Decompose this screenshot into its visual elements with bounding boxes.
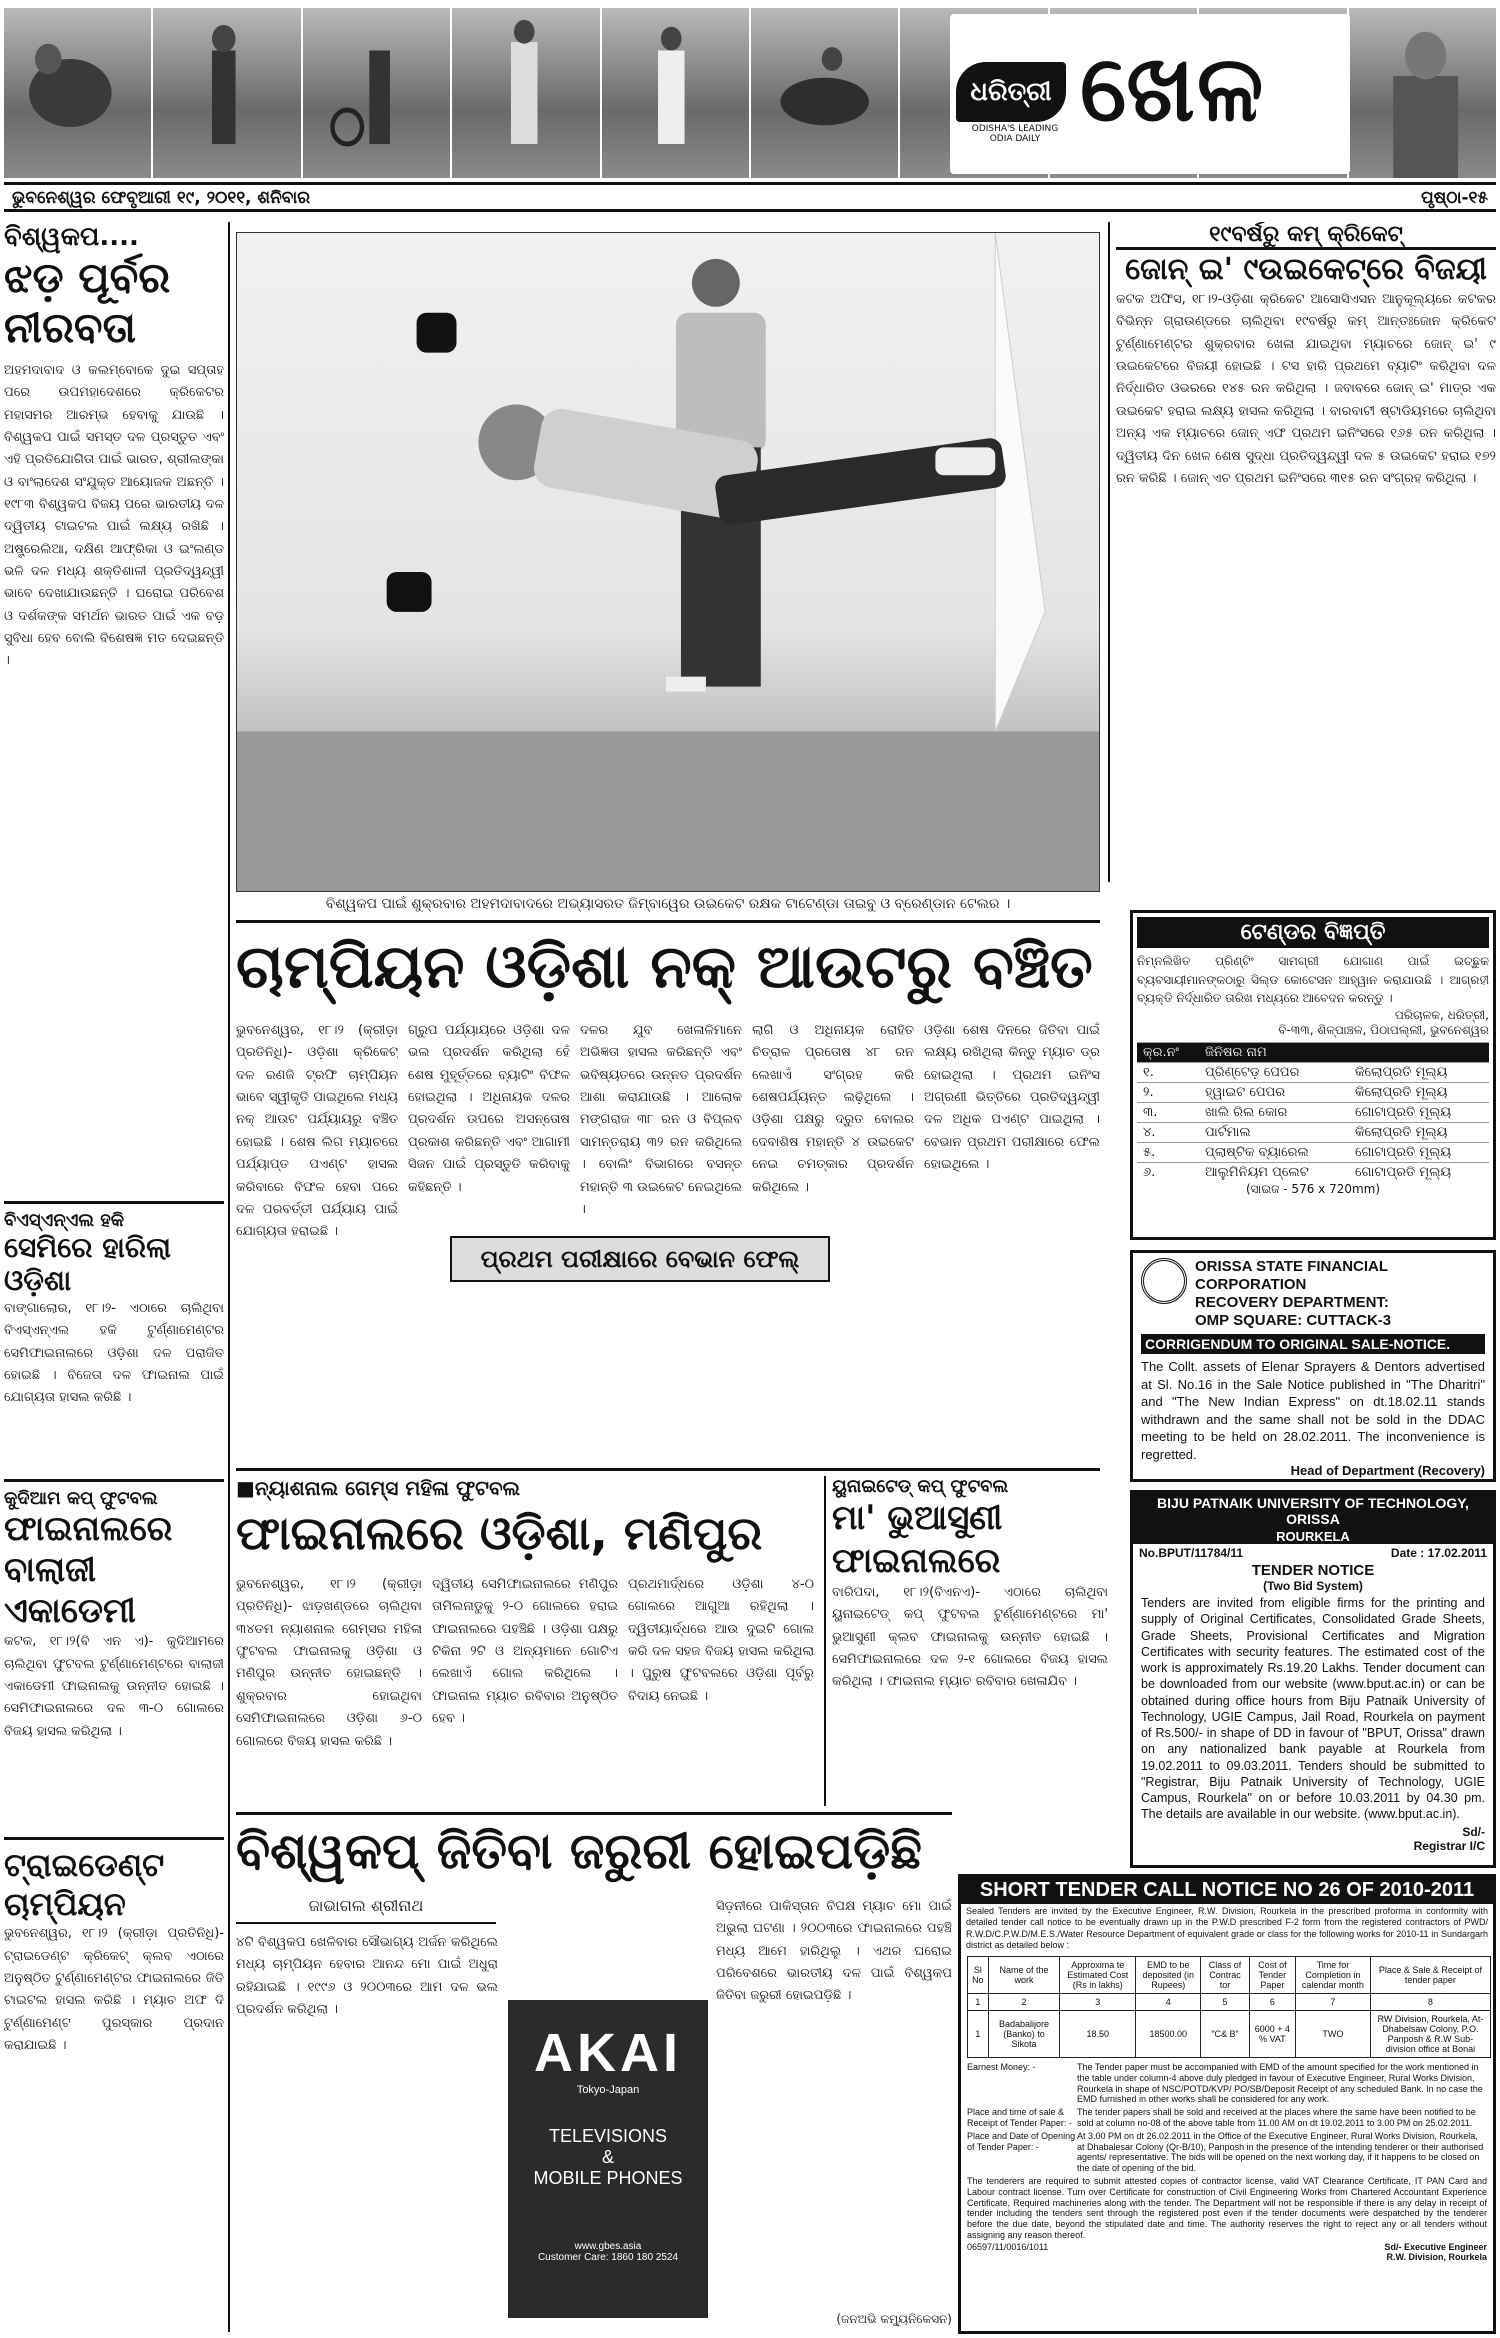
- cell: 4: [1136, 1994, 1201, 2011]
- osfc-org2: CORPORATION: [1195, 1276, 1307, 1293]
- tender-address: ବି-୩୩, ଶିଳ୍ପାଞ୍ଚଳ, ପିଠାପଲ୍ଲୀ, ଭୁବନେଶ୍ୱର: [1278, 1022, 1489, 1037]
- short-tender-intro: Sealed Tenders are invited by the Executive Engineer, R.W. Division, Rourkela in the prescribed proforma in conformity with detailed tender call notice to be eventually drawn up in the P.W.D prescribed F-2 form from the registered contractors of PWD/ R.W.D/C.P.W.D/M.E.S./Water Resource Department of equivalent grade or class for the following works for 2010-11 in Sundargarh district as detailed below :: [966, 1906, 1488, 1950]
- wc-headline: ବିଶ୍ୱକପ୍ ଜିତିବା ଜରୁରୀ ହୋଇପଡ଼ିଛି: [236, 1822, 922, 1880]
- bput-body: Tenders are invited from eligible firms for the printing and supply of Original Certificates, Consolidated Grade Sheets, Grade Sheets, Provisional Certificates and Migration Certificates with security features. The estimated cost of the work is approximately Rs.19.20 Lakhs. Tender document can be downloaded from our website (www.bput.ac.in) or can be obtained during office hours from Biju Patnaik University of Technology, UGIE Campus, Jail Road, Rourkela on payment of Rs.500/- in shape of DD in favour of "BPUT, Orissa" drawn on any nationalized bank payable at Rourkela from 19.02.2011 to 09.03.2011. Tenders should be submitted to "Registrar, Biju Patnaik University of Technology, UGIE Campus, Rourkela" on or before 10.03.2011 by 04.30 pm. The details are available in our website. (www.bput.ac.in).: [1141, 1596, 1485, 1822]
- akai-line3: MOBILE PHONES: [533, 2168, 683, 2188]
- united-headline: ମା' ଭୁଆସୁଣୀ ଫାଇନାଲରେ: [832, 1498, 1003, 1581]
- short-tender-notes: The tenderers are required to submit attested copies of contractor license, valid VAT Clearance Certificate, IT PAN Card and Labour contract license. Turn over Certificate for construction of Civil Engineering Works from Chartered Accountant Experience Certificate, Required machineries along with the tender. The Department will not be responsible if there is any delay in receipt of tender including the tenders sent through the registered post even if the tender documents were despatched by the tenderer before the due date, beyond the stipulated date and time. The authority reserves the right to reject any or all tenders without assigning any reason thereof.: [967, 2175, 1487, 2240]
- short-tender-notice: [958, 1874, 1496, 2334]
- place-text: The tender papers shall be sold and received at the places where the same have been notified to be sold at column no-08 of the above table from 11.00 AM on dt 19.02.2011 to 3.00 PM on 25.02.2011.: [1077, 2107, 1476, 2128]
- lead-col-3: ଦଳର ଯୁବ ଖେଳାଳିମାନେ ଅଭିଜ୍ଞତା ହାସଲ କରିଛନ୍ତି ଏବଂ ଭବିଷ୍ୟତରେ ଉନ୍ନତ ପ୍ରଦର୍ଶନ ଆଶା କରାଯାଉଛି । ଆଲୋକ ମଙ୍ଗରାଜ ୩୮ ରନ ଓ ବିପ୍ଲବ ସାମନ୍ତରାୟ ୩୨ ରନ କରିଥିଲେ । ବୋଲିଂ ବିଭାଗରେ ବସନ୍ତ ମହାନ୍ତି ୩ ଉଇକେଟ ନେଇଥିଲେ ।: [580, 1023, 742, 1217]
- cell: 3: [1060, 1994, 1136, 2011]
- left-kicker: ବିଶ୍ୱକପ....: [4, 222, 139, 252]
- akai-brand: AKAI: [534, 2023, 682, 2083]
- table-row: [1137, 1162, 1489, 1182]
- tender-items-table: [1137, 1042, 1489, 1182]
- osfc-org1: ORISSA STATE FINANCIAL: [1195, 1258, 1389, 1275]
- cell: ୨.: [1137, 1082, 1199, 1102]
- header-cell: Class of Contrac tor: [1201, 1957, 1249, 1994]
- date-text: ଭୁବନେଶ୍ୱର ଫେବୃଆରୀ ୧୯, ୨୦୧୧, ଶନିବାର: [12, 188, 311, 208]
- bput-date: Date : 17.02.2011: [1390, 1546, 1487, 1560]
- short-tender-sign1: Sd/- Executive Engineer: [1384, 2241, 1487, 2252]
- cell: ଆଲୁମିନିୟମ ପ୍ଲେଟ: [1199, 1162, 1349, 1182]
- united-cup-story: [832, 1476, 1108, 1806]
- cell: TWO: [1295, 2011, 1370, 2058]
- cell: ଗୋଟାପ୍ରତି ମୂଲ୍ୟ: [1349, 1102, 1489, 1122]
- cell: 6: [1249, 1994, 1295, 2011]
- dateline: [4, 182, 1496, 212]
- cell: ୩.: [1137, 1102, 1199, 1122]
- cell: 2: [988, 1994, 1060, 2011]
- tender-signature: ପରିଚାଳକ, ଧରିତ୍ରୀ,: [1394, 1007, 1489, 1022]
- united-kicker: ୟୁନାଇଟେଡ୍ କପ୍ ଫୁଟବଲ: [832, 1476, 1009, 1497]
- header-cell: ଜିନିଷର ନାମ: [1199, 1042, 1349, 1062]
- bput-org: BIJU PATNAIK UNIVERSITY OF TECHNOLOGY, ORISSA: [1133, 1493, 1493, 1529]
- bput-sign2: Registrar I/C: [1413, 1838, 1485, 1853]
- header-cell: Approxima te Estimated Cost (Rs in lakhs): [1060, 1957, 1136, 1994]
- right-headline: ଜୋନ୍ ଇ' ୯ଉଇକେଟ୍‌ରେ ବିଜୟୀ: [1125, 252, 1487, 287]
- divider: [236, 920, 1100, 923]
- table-row: [1137, 1062, 1489, 1082]
- football-col-3: ପ୍ରଥମାର୍ଦ୍ଧରେ ଓଡ଼ିଶା ୪-୦ ଗୋଲରେ ଆଗୁଆ ରହିଥିଲା । ଦ୍ୱିତୀୟାର୍ଦ୍ଧରେ ଆଉ ଦୁଇଟି ଗୋଲ କରି ଦଳ ସହଜ ବିଜୟ ହାସଲ କରିଥିଲା । ପୁରୁଷ ଫୁଟବଲରେ ଓଡ଼ିଶା ପୂର୍ବରୁ ବିଦାୟ ନେଇଛି ।: [628, 1577, 814, 1704]
- cell: Badabalijore (Banko) to Sikota: [988, 2011, 1060, 2058]
- lead-subhead: ପ୍ରଥମ ପରୀକ୍ଷାରେ ବେଭାନ ଫେଲ୍: [450, 1236, 830, 1282]
- table-row: [1137, 1122, 1489, 1142]
- main-photo: [236, 232, 1100, 892]
- cell: କିଲୋପ୍ରତି ମୂଲ୍ୟ: [1349, 1082, 1489, 1102]
- bput-title: TENDER NOTICE: [1251, 1562, 1375, 1579]
- akai-line2: &: [601, 2147, 614, 2167]
- cell: ପାର୍ଟମାଲ: [1199, 1122, 1349, 1142]
- story3-kicker: କୁଦିଆମ କପ୍ ଫୁଟବଲ: [4, 1487, 158, 1509]
- united-body: ବାରିପଦା, ୧୮।୨(ବିଏନଏ)- ଏଠାରେ ଚାଲିଥିବା ୟୁନାଇଟେଡ୍ କପ୍ ଫୁଟବଲ ଟୁର୍ଣ୍ଣାମେଣ୍ଟରେ ମା' ଭୁଆସୁଣୀ କ୍ଲବ ଫାଇନାଲକୁ ଉନ୍ନୀତ ହୋଇଛି । ସେମିଫାଇନାଲରେ ଦଳ ୨-୧ ଗୋଲରେ ବିଜୟ ହାସଲ କରିଥିଲା । ଫାଇନାଲ ମ୍ୟାଚ ରବିବାର ଖେଳାଯିବ ।: [832, 1585, 1108, 1690]
- header-cell: Time for Completion in calendar month: [1295, 1957, 1370, 1994]
- cell: 8: [1370, 1994, 1490, 2011]
- column-rule: [228, 222, 230, 2332]
- wc-col-2: ସିଡ଼ନୀରେ ପାକିସ୍ତାନ ବିପକ୍ଷ ମ୍ୟାଚ ମୋ ପାଇଁ ଅଭୁଲା ଘଟଣା । ୨୦୦୩ରେ ଫାଇନାଲରେ ପହଞ୍ଚି ମଧ୍ୟ ଆମେ ହାରିଥିଲୁ । ଏଥର ଘରୋଇ ପରିବେଶରେ ଭାରତୀୟ ଦଳ ପାଇଁ ବିଶ୍ୱକପ ଜିତିବା ଜରୁରୀ ହୋଇପଡ଼ିଛି ।: [716, 1899, 952, 2004]
- right-body: କଟକ ଅଫିସ, ୧୮।୨-ଓଡ଼ିଶା କ୍ରିକେଟ ଆସୋସିଏସନ ଆନୁକୂଲ୍ୟରେ କଟକର ବିଭିନ୍ନ ଗ୍ରାଉଣ୍ଡରେ ଚାଲିଥିବା ୧୯ବର୍ଷରୁ କମ୍ ଆନ୍ତଃଜୋନ କ୍ରିକେଟ ଟୁର୍ଣ୍ଣାମେଣ୍ଟର ଶୁକ୍ରବାର ଖେଳା ଯାଇଥିବା ମ୍ୟାଚରେ ଜୋନ୍ ଇ' ୯ ଉଇକେଟରେ ବିଜୟୀ ହୋଇଛି । ଟସ ହାରି ପ୍ରଥମେ ବ୍ୟାଟିଂ କରିଥିବା ଦଳ ନିର୍ଦ୍ଧାରିତ ଓଭରରେ ୧୪୫ ରନ କରିଥିଲା । ଜବାବରେ ଜୋନ୍ ଇ' ମାତ୍ର ଏକ ଉଇକେଟ ହରାଇ ଲକ୍ଷ୍ୟ ହାସଲ କରିଥିଲା । ବାରବାଟୀ ଷ୍ଟାଡିୟମରେ ଚାଲିଥିବା ଅନ୍ୟ ଏକ ମ୍ୟାଚରେ ଜୋନ୍ ଏଫ ପ୍ରଥମ ଇନିଂସରେ ୧୬୫ ରନ କରିଥିଲା । ଦ୍ୱିତୀୟ ଦିନ ଖେଳ ଶେଷ ସୁଦ୍ଧା ପ୍ରତିଦ୍ୱନ୍ଦ୍ୱୀ ଦଳ ୫ ଉଇକେଟ ହରାଇ ୧୭୨ ରନ କରିଛି । ଜୋନ୍ ଏଚ ପ୍ରଥମ ଇନିଂସରେ ୩୧୫ ରନ ସଂଗ୍ରହ କରିଥିଲା ।: [1116, 292, 1496, 486]
- right-kicker: ୧୯ବର୍ଷରୁ କମ୍ କ୍ରିକେଟ୍: [1209, 222, 1403, 247]
- strip-photo-cricket: [452, 8, 601, 178]
- osfc-addr: OMP SQUARE: CUTTACK-3: [1195, 1312, 1392, 1329]
- column-rule: [824, 1476, 826, 1806]
- cell: RW Division, Rourkela, At-Dhabelsaw Colony, P.O. Panposh & R.W Sub-division office at Bonai: [1370, 2011, 1490, 2058]
- photo-caption: ବିଶ୍ୱକପ ପାଇଁ ଶୁକ୍ରବାର ଅହମଦାବାଦରେ ଅଭ୍ୟାସରତ ଜିମ୍ବାୱେର ଉଇକେଟ ରକ୍ଷକ ଟାଟେଣ୍ଡା ତାଇବୁ ଓ ବ୍ରେଣ୍ଡାନ ଟେଲର ।: [325, 896, 1011, 912]
- cell: ଗୋଟାପ୍ରତି ମୂଲ୍ୟ: [1349, 1142, 1489, 1162]
- square-bullet-icon: ■: [236, 1476, 255, 1500]
- story2-body: ବାଙ୍ଗାଲୋର, ୧୮।୨- ଏଠାରେ ଚାଲିଥିବା ବିଏସ୍‌ଏନ୍‌ଏଲ ହକି ଟୁର୍ଣ୍ଣାମେଣ୍ଟର ସେମିଫାଇନାଲରେ ଓଡ଼ିଶା ଦଳ ପରାଜିତ ହୋଇଛି । ବିଜେତା ଦଳ ଫାଇନାଲ ପାଇଁ ଯୋଗ୍ୟତା ହାସଲ କରିଛି ।: [4, 1300, 224, 1406]
- short-tender-sign2: R.W. Division, Rourkela: [1386, 2251, 1487, 2262]
- masthead: [950, 14, 1350, 174]
- cell: "C& B": [1201, 2011, 1249, 2058]
- table-row: [968, 1994, 1491, 2011]
- football-kicker: [236, 1476, 816, 1506]
- akai-tagline: Tokyo-Japan: [576, 2084, 640, 2096]
- story4-body: ଭୁବନେଶ୍ୱର, ୧୮।୨ (କ୍ରୀଡ଼ା ପ୍ରତିନିଧି)- ଟ୍ରାଇଡେଣ୍ଟ କ୍ରିକେଟ୍ କ୍ଲବ ଏଠାରେ ଅନୁଷ୍ଠିତ ଟୁର୍ଣ୍ଣାମେଣ୍ଟର ଫାଇନାଲରେ ଜିତି ଟାଇଟଲ ହାସଲ କରିଛି । ମ୍ୟାଚ ଅଫ ଦି ଟୁର୍ଣ୍ଣାମେଣ୍ଟ ପୁରସ୍କାର ପ୍ରଦାନ କରାଯାଇଛି ।: [4, 1926, 224, 2053]
- football-col-1: ଭୁବନେଶ୍ୱର, ୧୮।୨ (କ୍ରୀଡ଼ା ପ୍ରତିନିଧି)- ଝାଡ଼ଖଣ୍ଡରେ ଚାଲିଥିବା ୩୪ତମ ନ୍ୟାଶନାଲ ଗେମ୍ସର ମହିଳା ଫୁଟବଲ ଫାଇନାଲକୁ ଓଡ଼ିଶା ଓ ମଣିପୁର ଉନ୍ନୀତ ହୋଇଛନ୍ତି । ଶୁକ୍ରବାର ହୋଇଥିବା ସେମିଫାଇନାଲରେ ଓଡ଼ିଶା ୬-୦ ଗୋଲରେ ବିଜୟ ହାସଲ କରିଛି ।: [236, 1577, 422, 1749]
- section-title: ଖେଳ: [1080, 35, 1266, 142]
- cell: ୧.: [1137, 1062, 1199, 1082]
- osfc-sign: Head of Department (Recovery): [1290, 1463, 1485, 1479]
- football-kicker-text: ନ୍ୟାଶନାଲ ଗେମ୍ସ ମହିଳା ଫୁଟବଲ: [254, 1476, 521, 1500]
- right-story: [1116, 222, 1496, 902]
- cell: 18500.00: [1136, 2011, 1201, 2058]
- cell: ହ୍ୱାଇଟ ପେପର: [1199, 1082, 1349, 1102]
- header-cell: EMD to be deposited (in Rupees): [1136, 1957, 1201, 1994]
- short-tender-table: [967, 1956, 1491, 2058]
- cell: କିଲୋପ୍ରତି ମୂଲ୍ୟ: [1349, 1062, 1489, 1082]
- cricket-practice-illustration: [237, 233, 1099, 891]
- earnest-label: Earnest Money: -: [967, 2062, 1036, 2072]
- osfc-notice: [1130, 1250, 1496, 1482]
- osfc-title: CORRIGENDUM TO ORIGINAL SALE-NOTICE.: [1141, 1334, 1485, 1354]
- divider: [236, 1812, 952, 1815]
- divider: [236, 1468, 1100, 1471]
- table-row: [1137, 1142, 1489, 1162]
- akai-care: Customer Care: 1860 180 2524: [537, 2252, 679, 2263]
- story3-headline: ଫାଇନାଲରେ ବାଲାଜୀ ଏକାଡେମୀ: [4, 1508, 173, 1631]
- column-rule: [1108, 222, 1110, 882]
- cell: 1: [968, 1994, 989, 2011]
- table-header: [968, 1957, 1491, 1994]
- bput-notice: [1130, 1490, 1496, 1868]
- cell: ଗୋଟାପ୍ରତି ମୂଲ୍ୟ: [1349, 1162, 1489, 1182]
- table-header: [1137, 1042, 1489, 1062]
- tender-size: (ସାଇଜ - 576 x 720mm): [1245, 1181, 1381, 1196]
- cell: ଖାଲି ରିଲ କୋର: [1199, 1102, 1349, 1122]
- header-cell: କ୍ର.ନଂ: [1137, 1042, 1199, 1062]
- lead-col-1: ଭୁବନେଶ୍ୱର, ୧୮।୨ (କ୍ରୀଡ଼ା ପ୍ରତିନିଧି)- ଓଡ଼ିଶା କ୍ରିକେଟ୍ ଦଳ ରଣଜି ଟ୍ରଫି ଚାମ୍ପିୟନ ଭାବେ ସ୍ୱୀକୃତି ପାଇଥିଲେ ମଧ୍ୟ ନକ୍ ଆଉଟ ପର୍ଯ୍ୟାୟରୁ ବଞ୍ଚିତ ହୋଇଛି । ଶେଷ ଲିଗ ମ୍ୟାଚରେ ପର୍ଯ୍ୟାପ୍ତ ପଏଣ୍ଟ ହାସଲ କରିବାରେ ବିଫଳ ହେବା ପରେ ଦଳ ପରବର୍ତ୍ତୀ ପର୍ଯ୍ୟାୟ ପାଇଁ ଯୋଗ୍ୟତା ହରାଇଛି ।: [236, 1023, 398, 1240]
- story3-body: କଟକ, ୧୮।୨(ବି ଏନ ଏ)- କୁଦିଆମରେ ଚାଲିଥିବା ଫୁଟବଲ ଟୁର୍ଣ୍ଣାମେଣ୍ଟରେ ବାଲାଜୀ ଏକାଡେମୀ ଫାଇନାଲକୁ ଉନ୍ନୀତ ହୋଇଛି । ସେମିଫାଇନାଲରେ ଦଳ ୩-୦ ଗୋଲରେ ବିଜୟ ହାସଲ କରିଥିଲା ।: [4, 1634, 224, 1739]
- wc-agency: (ଜନଅଭି କମ୍ୟୁନିକେସନ): [836, 2312, 952, 2326]
- dharitri-logo[interactable]: ଧରିତ୍ରୀ: [956, 62, 1066, 122]
- cell: 18.50: [1060, 2011, 1136, 2058]
- cell: ୪.: [1137, 1122, 1199, 1142]
- strip-photo-wrestling: [4, 8, 153, 178]
- wc-col-1: ୪ଟି ବିଶ୍ୱକପ ଖେଳିବାର ସୌଭାଗ୍ୟ ଅର୍ଜନ କରିଥିଲେ ମଧ୍ୟ ଚାମ୍ପିୟନ ହେବାର ଆନନ୍ଦ ମୋ ପାଇଁ ଅଧୁରା ରହିଯାଇଛି । ୧୯୯୬ ଓ ୨୦୦୩ରେ ଆମ ଦଳ ଭଲ ପ୍ରଦର୍ଶନ କରିଥିଲା ।: [236, 1935, 498, 2018]
- cell: 1: [968, 2011, 989, 2058]
- left-column: [4, 222, 224, 2332]
- header-cell: Cost of Tender Paper: [1249, 1957, 1295, 1994]
- wc-byline: ଜାଭାଗଲ ଶ୍ରୀନାଥ: [236, 1896, 496, 1924]
- cell: ୬.: [1137, 1162, 1199, 1182]
- opening-text: At 3.00 PM on dt 26.02.2011 in the Office of the Executive Engineer, Rural Works Division, Rourkela, at Dhabalesar Colony (Qr-B/10), Panposh in the presence of the intending tenderer or their authorised agents/ representative. The bids will be opened on the next working day, if it happens to be closed on the date of opening of the bid.: [1077, 2130, 1484, 2174]
- tender-notice: [1130, 910, 1496, 1240]
- lead-headline: ଚାମ୍ପିୟନ ଓଡ଼ିଶା ନକ୍ ଆଉଟରୁ ବଞ୍ଚିତ: [236, 932, 1093, 1002]
- table-row: [1137, 1082, 1489, 1102]
- bput-city: ROURKELA: [1133, 1529, 1493, 1544]
- strip-photo-cricketer: [1349, 8, 1496, 178]
- story4-headline: ଟ୍ରାଇଡେଣ୍ଟ ଚାମ୍ପିୟନ: [4, 1846, 165, 1923]
- cell: 6000 + 4 % VAT: [1249, 2011, 1295, 2058]
- short-tender-ref: 06597/11/0016/1011: [967, 2241, 1049, 2252]
- story2-headline: ସେମିରେ ହାରିଲା ଓଡ଼ିଶା: [4, 1230, 172, 1298]
- bput-sub: (Two Bid System): [1263, 1579, 1363, 1593]
- place-label: Place and time of sale & Receipt of Tender Paper: -: [967, 2107, 1072, 2128]
- header-cell: Name of the work: [988, 1957, 1060, 1994]
- akai-ad[interactable]: [508, 2000, 708, 2318]
- divider: [4, 1479, 224, 1482]
- lead-col-4: ଲାଗି ଓ ଅଧିନାୟକ ରୋହିତ ଚିତ୍ରାଳ ପ୍ରତୋଷ ୪୮ ରନ ଲେଖାଏଁ ସଂଗ୍ରହ କରି ଶେଷପର୍ଯ୍ୟନ୍ତ ଲଢ଼ିଥିଲେ । ଓଡ଼ିଶା ପକ୍ଷରୁ ଦ୍ରୁତ ବୋଲର ଦେବାଶିଷ ମହାନ୍ତି ୪ ଉଇକେଟ ନେଇ ଚମତ୍କାର ପ୍ରଦର୍ଶନ କରିଥିଲେ ।: [752, 1023, 914, 1195]
- tender-body: ନିମ୍ନଲିଖିତ ପ୍ରିଣ୍ଟିଂ ସାମଗ୍ରୀ ଯୋଗାଣ ପାଇଁ ଇଚ୍ଛୁକ ବ୍ୟବସାୟୀମାନଙ୍କଠାରୁ ସିଲ୍ଡ କୋଟେସନ ଆହ୍ୱାନ କରାଯାଉଛି । ଆଗ୍ରହୀ ବ୍ୟକ୍ତି ନିର୍ଦ୍ଧାରିତ ତାରିଖ ମଧ୍ୟରେ ଆବେଦନ କରନ୍ତୁ ।: [1137, 954, 1489, 1006]
- osfc-body: The Collt. assets of Elenar Sprayers & Dentors advertised at Sl. No.16 in the Sale Notice published in "The Dharitri" and "The New Indian Express" on dt.18.02.11 stands withdrawn and the same shall not be sold in the DDAC meeting to be held on 28.02.2011. The inconvenience is regretted.: [1141, 1359, 1485, 1462]
- football-col-2: ଦ୍ୱିତୀୟ ସେମିଫାଇନାଲରେ ମଣିପୁର ତାମିଲନାଡୁକୁ ୨-୦ ଗୋଲରେ ହରାଇ ଫାଇନାଲରେ ପହଞ୍ଚିଛି । ଓଡ଼ିଶା ପକ୍ଷରୁ ଟିକିନା ୨ଟି ଓ ଅନ୍ୟମାନେ ଗୋଟିଏ ଲେଖାଏଁ ଗୋଲ କରିଥିଲେ । ଫାଇନାଲ ମ୍ୟାଚ ରବିବାର ଅନୁଷ୍ଠିତ ହେବ ।: [432, 1577, 618, 1727]
- story2-kicker: ବିଏସ୍‌ଏନ୍‌ଏଲ ହକି: [4, 1209, 125, 1231]
- bput-no: No.BPUT/11784/11: [1139, 1546, 1244, 1560]
- logo-subtitle: ODISHA'S LEADING ODIA DAILY: [971, 124, 1059, 144]
- header-cell: Sl No: [968, 1957, 989, 1994]
- bput-sign1: Sd/-: [1462, 1824, 1485, 1839]
- table-row: [1137, 1102, 1489, 1122]
- left-headline: ଝଡ଼ ପୂର୍ବର ନୀରବତା: [4, 253, 171, 353]
- football-headline: ଫାଇନାଲରେ ଓଡ଼ିଶା, ମଣିପୁର: [236, 1506, 763, 1560]
- table-row: [968, 2011, 1491, 2058]
- osfc-dept: RECOVERY DEPARTMENT:: [1195, 1294, 1389, 1311]
- opening-label: Place and Date of Opening of Tender Paper: -: [967, 2130, 1076, 2152]
- strip-photo-equestrian: [751, 8, 900, 178]
- akai-line1: TELEVISIONS: [548, 2126, 668, 2146]
- cell: ପ୍ଲାଷ୍ଟିକ ବ୍ୟାରେଲ: [1199, 1142, 1349, 1162]
- cell: ୫.: [1137, 1142, 1199, 1162]
- osfc-emblem-icon: [1141, 1258, 1187, 1304]
- cell: 7: [1295, 1994, 1370, 2011]
- lead-col-5: ଓଡ଼ିଶା ଶେଷ ଦିନରେ ଜିତିବା ପାଇଁ ଲକ୍ଷ୍ୟ ରଖିଥିଲା କିନ୍ତୁ ମ୍ୟାଚ ଡ୍ର ହୋଇଥିଲା । ପ୍ରଥମ ଇନିଂସ ଅଗ୍ରଣୀ ଭିତ୍ତିରେ ପ୍ରତିଦ୍ୱନ୍ଦ୍ୱୀ ଦଳ ଅଧିକ ପଏଣ୍ଟ ପାଇଥିଲା । ବେଭାନ ପ୍ରଥମ ପରୀକ୍ଷାରେ ଫେଲ ହୋଇଥିଲେ ।: [924, 1023, 1100, 1173]
- strip-photo-tennis: [303, 8, 452, 178]
- tender-title: ଟେଣ୍ଡର ବିଜ୍ଞପ୍ତି: [1137, 917, 1489, 948]
- short-tender-title: SHORT TENDER CALL NOTICE NO 26 OF 2010-2011: [961, 1877, 1493, 1904]
- left-body: ଅହମଦାବାଦ ଓ କଲମ୍ବୋକେ ଦୁଇ ସପ୍ତାହ ପରେ ଉପମହାଦେଶରେ କ୍ରିକେଟର ମହାସମର ଆରମ୍ଭ ହେବାକୁ ଯାଉଛି । ବିଶ୍ୱକପ ପାଇଁ ସମସ୍ତ ଦଳ ପ୍ରସ୍ତୁତ ଏବଂ ଏହି ପ୍ରତିଯୋଗିତା ପାଇଁ ଭାରତ, ଶ୍ରୀଲଙ୍କା ଓ ବାଂଲାଦେଶ ସଂଯୁକ୍ତ ଆୟୋଜକ ଅଛନ୍ତି । ୧୯୮୩ ବିଶ୍ୱକପ ବିଜୟ ପରେ ଭାରତୀୟ ଦଳ ଦ୍ୱିତୀୟ ଟାଇଟଲ ପାଇଁ ଲକ୍ଷ୍ୟ ରଖିଛି । ଅଷ୍ଟ୍ରେଲିଆ, ଦକ୍ଷିଣ ଆଫ୍ରିକା ଓ ଇଂଲଣ୍ଡ ଭଳି ଦଳ ମଧ୍ୟ ଶକ୍ତିଶାଳୀ ପ୍ରତିଦ୍ୱନ୍ଦ୍ୱୀ ଭାବେ ଦେଖାଯାଉଛନ୍ତି । ଘରୋଇ ପରିବେଶ ଓ ଦର୍ଶକଙ୍କ ସମର୍ଥନ ଭାରତ ପାଇଁ ଏକ ବଡ଼ ସୁବିଧା ହେବ ବୋଲି ବିଶେଷଜ୍ଞ ମତ ଦେଇଛନ୍ତି ।: [4, 362, 224, 669]
- cell: ପ୍ରିଣ୍ଟେଡ଼ ପେପର: [1199, 1062, 1349, 1082]
- strip-photo-hockey: [602, 8, 751, 178]
- page-number: ପୃଷ୍ଠା-୧୫: [1421, 188, 1488, 208]
- header-cell: [1349, 1042, 1489, 1062]
- akai-site: www.gbes.asia: [574, 2241, 642, 2252]
- cell: କିଲୋପ୍ରତି ମୂଲ୍ୟ: [1349, 1122, 1489, 1142]
- divider: [4, 1837, 224, 1840]
- divider: [4, 1201, 224, 1204]
- lead-col-2: ଗ୍ରୁପ ପର୍ଯ୍ୟାୟରେ ଓଡ଼ିଶା ଦଳ ଭଲ ପ୍ରଦର୍ଶନ କରିଥିଲା ହେଁ ଶେଷ ମୁହୂର୍ତ୍ତରେ ବ୍ୟାଟିଂ ବିଫଳ ହୋଇଥିଲା । ଅଧିନାୟକ ଦଳର ପ୍ରଦର୍ଶନ ଉପରେ ଅସନ୍ତୋଷ ପ୍ରକାଶ କରିଛନ୍ତି ଏବଂ ଆଗାମୀ ସିଜନ ପାଇଁ ପ୍ରସ୍ତୁତି କରିବାକୁ କହିଛନ୍ତି ।: [408, 1023, 570, 1195]
- earnest-text: The Tender paper must be accompanied with EMD of the amount specified for the work mentioned in the table under column-4 above duly pledged in favour of Executive Engineer, Rural Works Division, Rourkela in shape of NSC/POTD/KVP/ PO/SB/Deposit Receipt of any scheduled Bank. In no case the EMD furnished in other works shall be considered for any work.: [1077, 2062, 1483, 2105]
- header-cell: Place & Sale & Receipt of tender paper: [1370, 1957, 1490, 1994]
- cell: 5: [1201, 1994, 1249, 2011]
- strip-photo-athletics: [153, 8, 302, 178]
